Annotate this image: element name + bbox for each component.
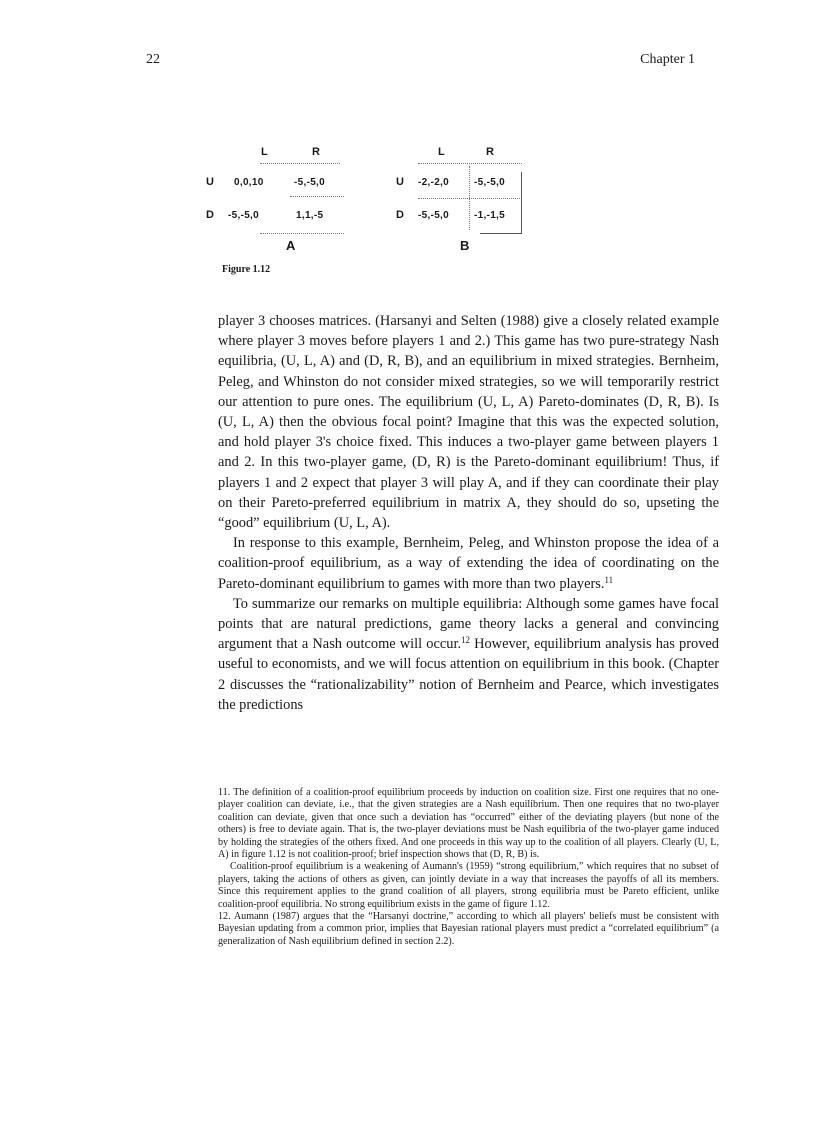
payoff-cell: -5,-5,0	[294, 177, 326, 188]
body-text	[218, 311, 719, 715]
matrix-label-a: A	[286, 238, 296, 253]
footnote-marker: 12	[461, 635, 470, 646]
paragraph	[218, 533, 719, 594]
footnote-11: 11. The definition of a coalition-proof equilibrium proceeds by induction on coalition size. First one requires that no one-player coalition can deviate, i.e., that the given strategies are a Nash equilibrium. Then one requires that no two-player coalition can deviate, given that once such a deviation has “occurred” either of the deviating players (but none of the others) is free to deviate again. That is, the two-player deviations must be Nash equilibria of the two-player game induced by holding the strategies of the others fixed. And one proceeds in this way up to the coalition of all players. Clearly (U, L, A) in figure 1.12 is not coalition-proof; brief inspection shows that (D, R, B) is.	[218, 787, 719, 861]
payoff-cell: 1,1,-5	[296, 210, 324, 221]
payoff-cell: 0,0,10	[234, 177, 264, 188]
grid-line	[260, 163, 340, 164]
row-label-d: D	[396, 209, 405, 221]
grid-line	[418, 198, 522, 199]
payoff-cell: -1,-1,5	[474, 210, 506, 221]
payoff-cell: -2,-2,0	[418, 177, 450, 188]
running-head: Chapter 1	[640, 52, 695, 67]
footnote-12: 12. Aumann (1987) argues that the “Harsanyi doctrine,” according to which all players' beliefs must be consistent with Bayesian updating from a common prior, implies that Bayesian rational players must predict a “correlated equilibrium” (a generalization of Nash equilibrium defined in section 2.2).	[218, 911, 719, 947]
paragraph-text: However, equilibrium analysis has proved useful to economists, and we will focus attention on equilibrium in this book. (Chapter 2 discusses the “rationalizability” notion of Bernheim and Pearce, which investigates the predictions	[218, 636, 719, 713]
matrix-label-b: B	[460, 238, 470, 253]
column-label-l: L	[438, 146, 446, 158]
footnote-11-continuation: Coalition-proof equilibrium is a weakening of Aumann's (1959) “strong equilibrium,” which requires that no subset of players, taking the actions of others as given, can jointly deviate in a way that increases the payoffs of all its members. Since this requirement applies to the grand coalition of all players, strong equilibria must be Pareto efficient, unlike coalition-proof equilibria. No strong equilibrium exists in the game of figure 1.12.	[218, 861, 719, 910]
column-label-l: L	[261, 146, 269, 158]
grid-line	[260, 233, 344, 234]
footnote-marker: 11	[604, 574, 614, 585]
payoff-matrix-b	[390, 146, 540, 256]
grid-line	[290, 196, 344, 197]
page-number: 22	[146, 52, 160, 67]
grid-line	[521, 172, 522, 233]
grid-line	[418, 163, 522, 164]
row-label-u: U	[396, 176, 405, 188]
paragraph: player 3 chooses matrices. (Harsanyi and Selten (1988) give a closely related example where player 3 moves before players 1 and 2.) This game has two pure-strategy Nash equilibria, (U, L, A) and (D, R, B), and an equilibrium in mixed strategies. Bernheim, Peleg, and Whinston do not consider mixed strategies, so we will temporarily restrict our attention to pure ones. The equilibrium (U, L, A) Pareto-dominates (D, R, B). Is (U, L, A) then the obvious focal point? Imagine that this was the expected solution, and hold player 3's choice fixed. This induces a two-player game between players 1 and 2. In this two-player game, (D, R) is the Pareto-dominant equilibrium! Thus, if players 1 and 2 expect that player 3 will play A, and if they can coordinate their play on their Pareto-preferred equilibrium in matrix A, they should do so, upseting the “good” equilibrium (U, L, A).	[218, 313, 719, 532]
paragraph-text: In response to this example, Bernheim, Peleg, and Whinston propose the idea of a coalition-proof equilibrium, as a way of extending the idea of coordinating on the Pareto-dominant equilibrium to games with more than two players.	[218, 535, 719, 592]
grid-line	[480, 233, 522, 234]
payoff-cell: -5,-5,0	[418, 210, 450, 221]
paragraph	[218, 594, 719, 715]
column-label-r: R	[312, 146, 321, 158]
payoff-cell: -5,-5,0	[228, 210, 260, 221]
row-label-d: D	[206, 209, 215, 221]
payoff-cell: -5,-5,0	[474, 177, 506, 188]
figure-caption: Figure 1.12	[222, 264, 271, 275]
grid-line	[469, 166, 470, 230]
column-label-r: R	[486, 146, 495, 158]
payoff-matrix-a	[200, 146, 360, 256]
footnotes	[218, 787, 719, 948]
paragraph-text: To summarize our remarks on multiple equilibria: Although some games have focal points that are natural predictions, game theory lacks a general and convincing argument that a Nash outcome will occur.	[218, 595, 719, 653]
row-label-u: U	[206, 176, 215, 188]
